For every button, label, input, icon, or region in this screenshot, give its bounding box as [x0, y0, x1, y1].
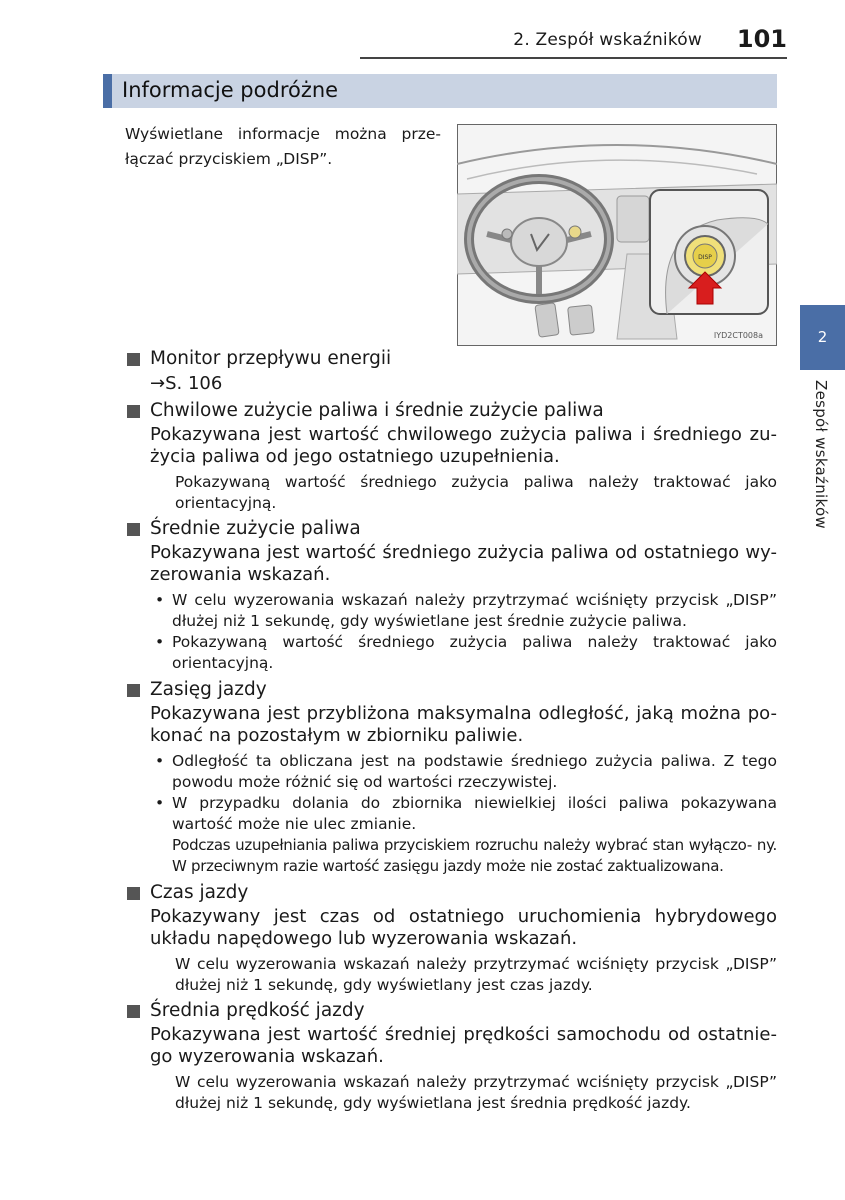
bullet-item: • Odległość ta obliczana jest na podstawie średniego zużycia paliwa. Z tego powodu może różnić się od wartości rzeczywistej.	[155, 752, 777, 791]
heading-average-consumption: Średnie zużycie paliwa	[127, 516, 777, 542]
content	[127, 344, 777, 1116]
bullet-dot-icon: •	[155, 633, 165, 651]
sub-note: Podczas uzupełniania paliwa przyciskiem rozruchu należy wybrać stan wyłączo- ny. W przeciwnym razie wartość zasięgu jazdy może nie zostać zaktualizowana.	[172, 836, 777, 875]
paragraph: Pokazywana jest przybliżona maksymalna odległość, jaką można po- konać na pozostałym w zbiorniku paliwie.	[150, 703, 777, 746]
heading-average-speed: Średnia prędkość jazdy	[127, 998, 777, 1024]
dashboard-illustration	[457, 124, 777, 346]
section-title: Informacje podróżne	[122, 78, 339, 102]
bullet-dot-icon: •	[155, 794, 165, 812]
intro-text: Wyświetlane informacje można prze- łączać przyciskiem „DISP”.	[125, 125, 441, 168]
heading-drive-time: Czas jazdy	[127, 880, 777, 906]
bullet-dot-icon: •	[155, 752, 165, 770]
figure-code: IYD2CT008a	[713, 331, 763, 340]
square-bullet-icon	[127, 353, 140, 366]
note: Pokazywaną wartość średniego zużycia paliwa należy traktować jako orientacyjną.	[175, 473, 777, 512]
page-number: 101	[736, 25, 787, 53]
chapter-title: 2. Zespół wskaźników	[513, 30, 702, 50]
disp-button-label: DISP	[698, 254, 712, 261]
disp-button-inset	[650, 190, 768, 314]
chapter-side-label: Zespół wskaźników	[812, 380, 830, 529]
bullet-dot-icon: •	[155, 591, 165, 609]
bullet-item: • W przypadku dolania do zbiornika niewielkiej ilości paliwa pokazywana wartość może nie ulec zmianie.	[155, 794, 777, 833]
page-reference: →S. 106	[150, 373, 223, 394]
square-bullet-icon	[127, 887, 140, 900]
square-bullet-icon	[127, 523, 140, 536]
note: W celu wyzerowania wskazań należy przytrzymać wciśnięty przycisk „DISP” dłużej niż 1 sekundę, gdy wyświetlana jest średnia prędkość jazdy.	[175, 1073, 777, 1112]
square-bullet-icon	[127, 1005, 140, 1018]
paragraph: Pokazywany jest czas od ostatniego uruchomienia hybrydowego układu napędowego lub wyzerowania wskazań.	[150, 906, 777, 949]
bullet-item: • W celu wyzerowania wskazań należy przytrzymać wciśnięty przycisk „DISP” dłużej niż 1 sekundę, gdy wyświetlane jest średnie zużycie paliwa.	[155, 591, 777, 630]
header-rule	[360, 57, 787, 59]
paragraph: Pokazywana jest wartość chwilowego zużycia paliwa i średniego zu- życia paliwa od jego ostatniego uzupełnienia.	[150, 424, 777, 467]
note: W celu wyzerowania wskazań należy przytrzymać wciśnięty przycisk „DISP” dłużej niż 1 sekundę, gdy wyświetlany jest czas jazdy.	[175, 955, 777, 994]
square-bullet-icon	[127, 684, 140, 697]
paragraph: Pokazywana jest wartość średniej prędkości samochodu od ostatnie- go wyzerowania wskazań.	[150, 1024, 777, 1067]
heading-energy-monitor: Monitor przepływu energii	[127, 346, 777, 372]
chapter-tab: 2	[800, 305, 845, 370]
heading-range: Zasięg jazdy	[127, 677, 777, 703]
paragraph: Pokazywana jest wartość średniego zużycia paliwa od ostatniego wy- zerowania wskazań.	[150, 542, 777, 585]
bullet-item: • Pokazywaną wartość średniego zużycia paliwa należy traktować jako orientacyjną.	[155, 633, 777, 672]
section-bar	[103, 74, 777, 108]
heading-instant-consumption: Chwilowe zużycie paliwa i średnie zużycie paliwa	[127, 398, 777, 424]
square-bullet-icon	[127, 405, 140, 418]
